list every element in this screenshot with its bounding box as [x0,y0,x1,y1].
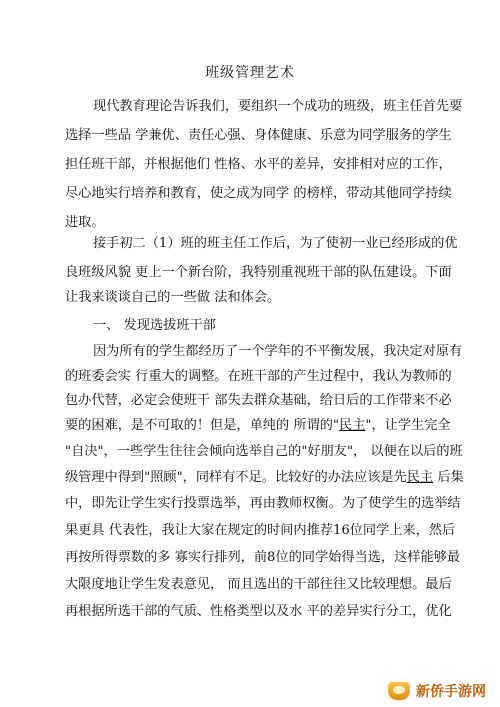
paragraph-line: 良班级风貌 更上一个新台阶，我特别重视班干部的队伍建设。下面 [65,265,452,280]
paragraph-line [65,417,451,434]
paragraph-line: "自决"，一些学生往往会倾向选举自己的"好朋友"， 以便在以后的班 [65,444,463,459]
paragraph-line: 现代教育理论告诉我们，要组织一个成功的班级，班主任首先要 [93,99,463,114]
line-text: 级管理中得到"照顾"，同样有不足。比较好的办法应该是先 [65,470,407,485]
paragraph-line: 中，即先让学生实行投票选举，再由教师权衡。为了使学生的选举结 [65,496,461,511]
underlined-term: 民主 [339,418,366,433]
watermark-logo [388,680,496,702]
line-text: "，让学生完全 [365,418,451,433]
section-heading: 一、 发现选拔班干部 [93,318,216,333]
paragraph-line: 尽心地实行培养和教育，使之成为同学 的榜样，带动其他同学持续 [65,186,452,201]
paragraph-line: 担任班干部，并根据他们 性格、水平的差异，安排相对应的工作， [65,157,452,172]
paragraph-line: 让我来谈谈自己的一些做 法和体会。 [65,290,281,305]
paragraph-line: 进取。 [65,215,105,230]
document-title: 班级管理艺术 [205,65,295,81]
paragraph-line [65,469,464,486]
paragraph-line: 接手初二（1）班的班主任工作后，为了使初一业已经形成的优 [93,236,458,251]
paragraph-line: 因为所有的学生都经历了一个学年的不平衡发展，我决定对原有 [93,344,463,359]
paragraph-line: 再根据所选干部的气质、性格类型以及水 平的差异实行分工，优化 [65,604,452,619]
underlined-term: 民主 [406,470,434,485]
paragraph-line: 的班委会实 行重大的调整。在班干部的产生过程中，我认为教师的 [65,369,452,384]
paragraph-line: 果更具 代表性，我让大家在规定的时间内推荐16位同学上来，然后 [65,523,456,538]
watermark-text: 新侨手游网 [416,684,486,700]
logo-icon [388,682,410,700]
paragraph-line: 包办代替，必定会使班干 部失去群众基础，给日后的工作带来不必 [65,393,452,408]
paragraph-line: 再按所得票数的多 寡实行排列，前8位的同学始得当选，这样能够最 [65,550,461,565]
line-text: 后集 [433,470,464,485]
line-text: 要的困难，是不可取的！但是，单纯的 所谓的" [65,418,340,433]
paragraph-line: 选择一些品 学兼优、责任心强、身体健康、乐意为同学服务的学生 [65,128,452,143]
paragraph-line: 大限度地让学生发表意见， 而且选出的干部往往又比较理想。最后 [65,577,452,592]
